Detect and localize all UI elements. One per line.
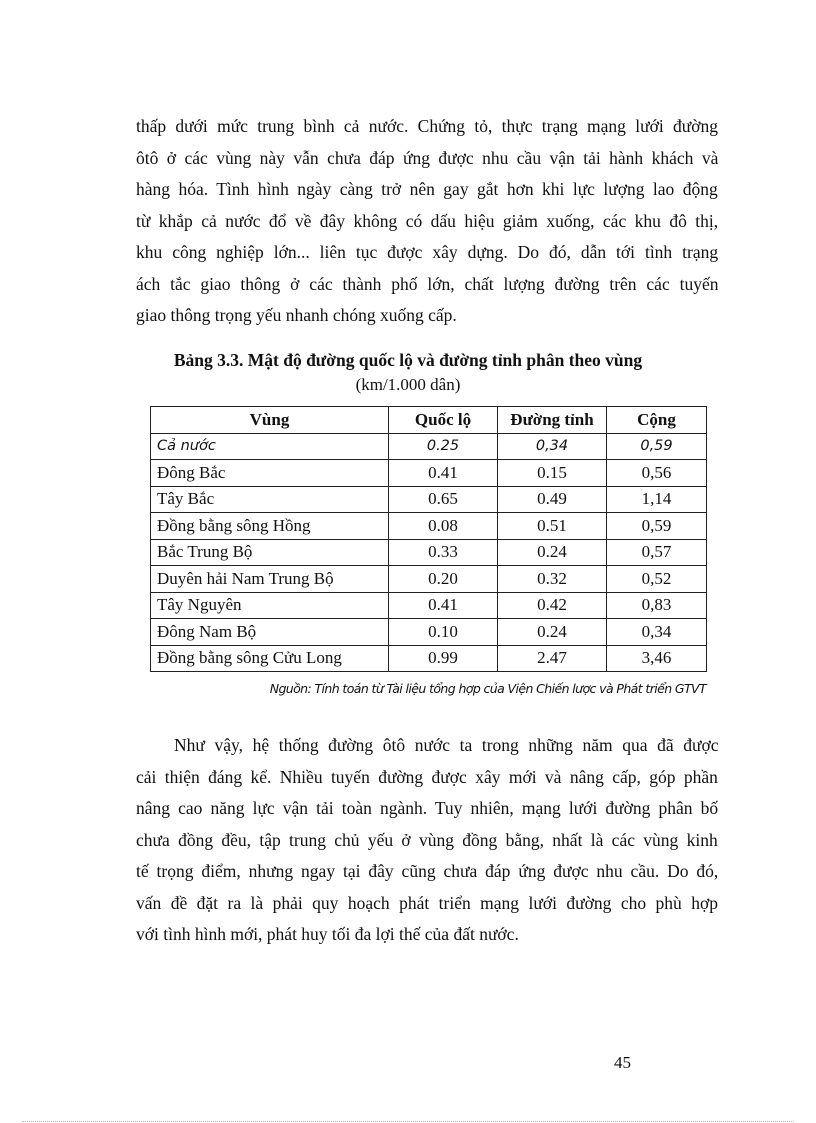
provincial-road-cell: 0.15 <box>498 460 607 487</box>
text-line: hàng hóa. Tình hình ngày càng trở nên gay gắt hơn khi lực lượng lao động <box>136 179 718 199</box>
text-line: giao thông trọng yếu nhanh chóng xuống cấp. <box>136 305 457 325</box>
table-row <box>151 619 707 646</box>
total-cell: 0,57 <box>607 539 707 566</box>
text-line: chưa đồng đều, tập trung chủ yếu ở vùng đồng bằng, nhất là các vùng kinh <box>136 829 718 850</box>
total-cell: 1,14 <box>607 486 707 513</box>
header-region: Vùng <box>151 407 389 434</box>
national-road-cell: 0.65 <box>389 486 498 513</box>
table-header-row <box>151 407 707 434</box>
national-road-cell: 0.08 <box>389 513 498 540</box>
provincial-road-cell: 0.42 <box>498 592 607 619</box>
region-cell: Đông Nam Bộ <box>151 619 389 646</box>
text-line: với tình hình mới, phát huy tối đa lợi thế của đất nước. <box>136 924 519 944</box>
table-row <box>151 539 707 566</box>
region-cell: Đồng bằng sông Cửu Long <box>151 645 389 672</box>
road-density-table <box>150 406 707 672</box>
body-paragraph-1 <box>136 111 718 332</box>
provincial-road-cell: 0.49 <box>498 486 607 513</box>
text-line: thấp dưới mức trung bình cả nước. Chứng tỏ, thực trạng mạng lưới đường <box>136 116 718 136</box>
total-cell: 0,59 <box>607 513 707 540</box>
table-source-note: Nguồn: Tính toán từ Tài liệu tổng hợp của Viện Chiến lược và Phát triển GTVT <box>269 681 706 696</box>
region-cell: Duyên hải Nam Trung Bộ <box>151 566 389 593</box>
text-line: khu công nghiệp lớn... liên tục được xây dựng. Do đó, dẫn tới tình trạng <box>136 242 719 262</box>
table-row <box>151 460 707 487</box>
region-cell: Tây Bắc <box>151 486 389 513</box>
provincial-road-cell: 2.47 <box>498 645 607 672</box>
total-cell: 0,34 <box>607 619 707 646</box>
table-row <box>151 486 707 513</box>
body-paragraph-2 <box>136 730 718 951</box>
text-line: tế trọng điểm, nhưng ngay tại đây cũng chưa đáp ứng được nhu cầu. Do đó, <box>136 861 719 881</box>
total-cell: 0,59 <box>607 433 707 460</box>
total-cell: 0,56 <box>607 460 707 487</box>
region-cell: Đông Bắc <box>151 460 389 487</box>
national-road-cell: 0.25 <box>389 433 498 460</box>
region-cell: Đồng bằng sông Hồng <box>151 513 389 540</box>
provincial-road-cell: 0.51 <box>498 513 607 540</box>
provincial-road-cell: 0.32 <box>498 566 607 593</box>
total-cell: 3,46 <box>607 645 707 672</box>
text-line: ách tắc giao thông ở các thành phố lớn, chất lượng đường trên các tuyến <box>136 273 719 294</box>
national-road-cell: 0.41 <box>389 460 498 487</box>
total-cell: 0,52 <box>607 566 707 593</box>
header-national-road: Quốc lộ <box>389 407 498 434</box>
text-line: ôtô ở các vùng này vẫn chưa đáp ứng được nhu cầu vận tải hành khách và <box>136 147 719 168</box>
page-number: 45 <box>614 1053 631 1072</box>
national-road-cell: 0.33 <box>389 539 498 566</box>
region-cell: Cả nước <box>151 433 389 460</box>
text-line: từ khắp cả nước đổ về đây không có dấu hiệu giảm xuống, các khu đô thị, <box>136 210 719 231</box>
text-line: cải thiện đáng kể. Nhiều tuyến đường được xây mới và nâng cấp, góp phần <box>136 766 718 787</box>
national-road-cell: 0.10 <box>389 619 498 646</box>
table-unit: (km/1.000 dân) <box>355 375 461 394</box>
provincial-road-cell: 0.24 <box>498 539 607 566</box>
text-line: Như vậy, hệ thống đường ôtô nước ta trong những năm qua đã được <box>174 735 719 755</box>
table-row <box>151 513 707 540</box>
header-total: Cộng <box>607 407 707 434</box>
table-row <box>151 645 707 672</box>
total-cell: 0,83 <box>607 592 707 619</box>
region-cell: Bắc Trung Bộ <box>151 539 389 566</box>
text-line: vấn đề đặt ra là phải quy hoạch phát triển mạng lưới đường cho phù hợp <box>136 892 718 913</box>
region-cell: Tây Nguyên <box>151 592 389 619</box>
national-road-cell: 0.20 <box>389 566 498 593</box>
page-edge-divider <box>22 1121 794 1122</box>
table-row <box>151 433 707 460</box>
text-line: nâng cao năng lực vận tải toàn ngành. Tuy nhiên, mạng lưới đường phân bố <box>136 798 719 818</box>
table-caption: Bảng 3.3. Mật độ đường quốc lộ và đường tỉnh phân theo vùng <box>173 350 643 370</box>
national-road-cell: 0.41 <box>389 592 498 619</box>
table-row <box>151 566 707 593</box>
national-road-cell: 0.99 <box>389 645 498 672</box>
provincial-road-cell: 0.24 <box>498 619 607 646</box>
table-row <box>151 592 707 619</box>
header-provincial-road: Đường tỉnh <box>498 407 607 434</box>
provincial-road-cell: 0,34 <box>498 433 607 460</box>
